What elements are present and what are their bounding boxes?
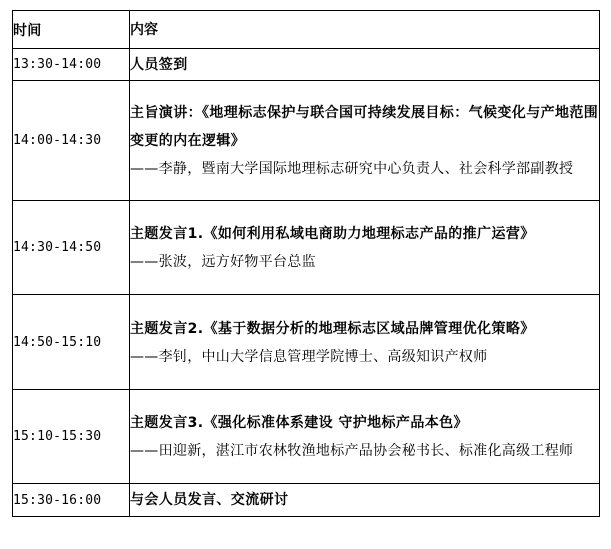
session-title: 与会人员发言、交流研讨 (130, 492, 289, 508)
header-content-cell (130, 11, 600, 49)
time-cell: 15:10-15:30 (13, 390, 130, 484)
session-speaker: ——张波，远方好物平台总监 (130, 254, 316, 270)
agenda-table (12, 10, 600, 517)
content-cell (130, 81, 600, 201)
session-speaker: ——田迎新，湛江市农林牧渔地标产品协会秘书长、标准化高级工程师 (130, 443, 574, 459)
time-cell: 14:50-15:10 (13, 295, 130, 390)
table-row (13, 295, 600, 390)
session-speaker: ——李静，暨南大学国际地理标志研究中心负责人、社会科学部副教授 (130, 161, 574, 177)
content-cell (130, 201, 600, 295)
session-title: 主题发言1.《如何利用私域电商助力地理标志产品的推广运营》 (130, 226, 535, 242)
table-row (13, 49, 600, 81)
content-cell (130, 484, 600, 517)
table-row (13, 201, 600, 295)
session-title: 人员签到 (130, 56, 188, 73)
table-row (13, 390, 600, 484)
header-time-cell (13, 11, 130, 49)
session-title: 主题发言3.《强化标准体系建设 守护地标产品本色》 (130, 415, 468, 431)
header-content-label: 内容 (130, 21, 158, 38)
time-cell: 13:30-14:00 (13, 49, 130, 81)
table-row (13, 484, 600, 517)
time-cell: 15:30-16:00 (13, 484, 130, 517)
time-cell: 14:00-14:30 (13, 81, 130, 201)
content-cell (130, 295, 600, 390)
content-cell (130, 49, 600, 81)
session-title: 主题发言2.《基于数据分析的地理标志区域品牌管理优化策略》 (130, 320, 535, 337)
header-time-label: 时间 (13, 22, 42, 39)
table-row (13, 81, 600, 201)
time-cell: 14:30-14:50 (13, 201, 130, 295)
session-speaker: ——李钊，中山大学信息管理学院博士、高级知识产权师 (130, 348, 488, 365)
content-cell (130, 390, 600, 484)
table-header-row (13, 11, 600, 49)
session-title: 主旨演讲：《地理标志保护与联合国可持续发展目标：气候变化与产地范围变更的内在逻辑》 (130, 105, 599, 149)
